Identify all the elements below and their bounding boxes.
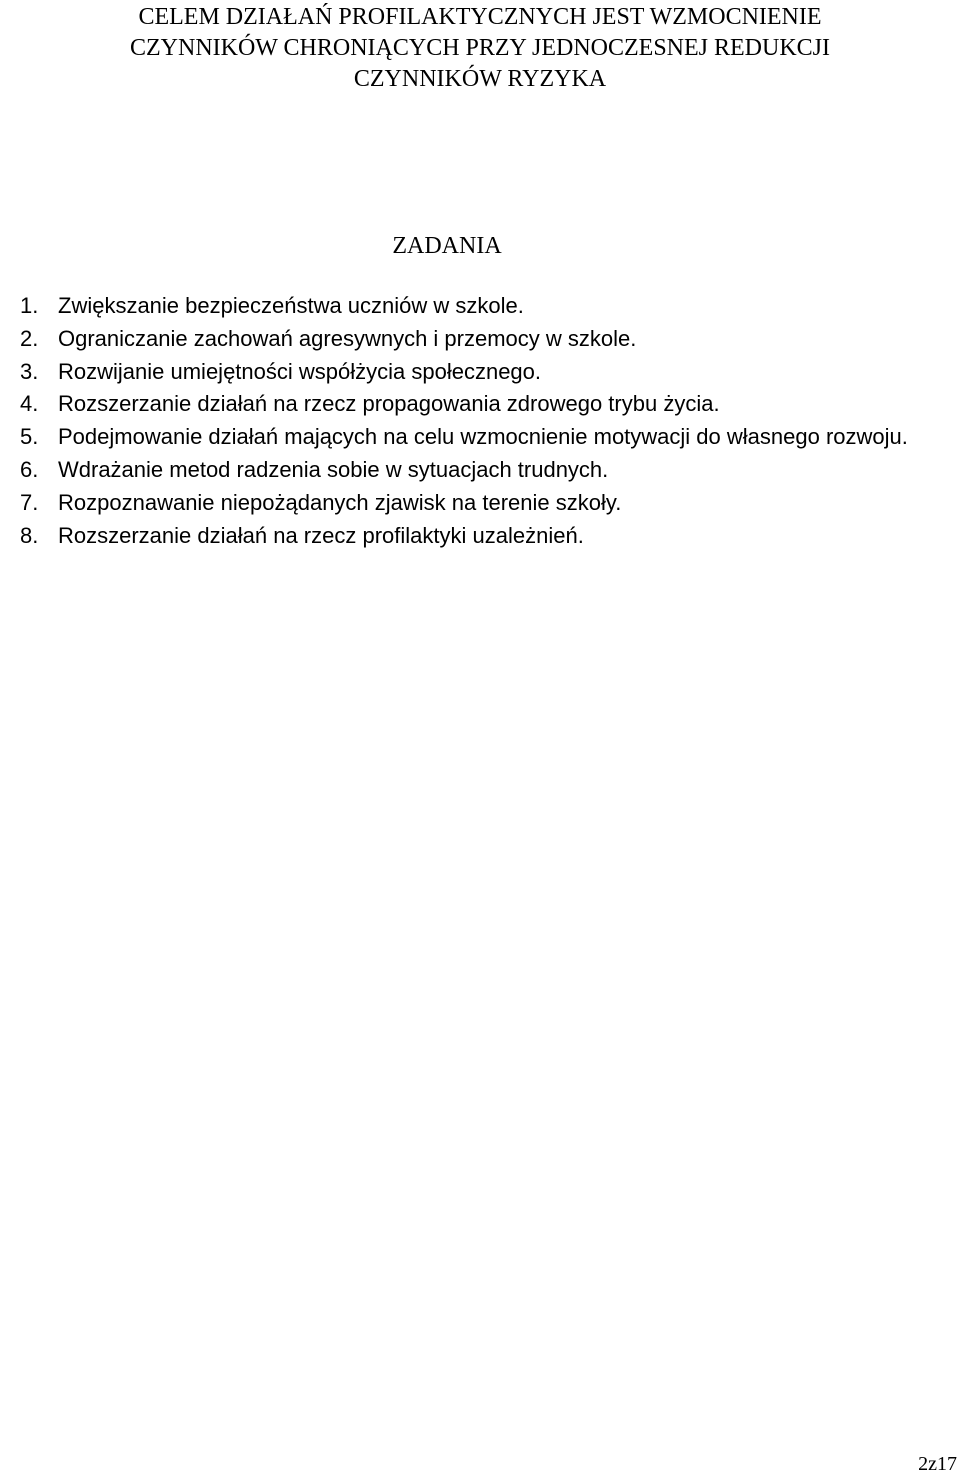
task-number: 7. <box>20 489 39 515</box>
task-number: 2. <box>20 325 39 351</box>
task-number: 6. <box>20 456 39 482</box>
task-number: 5. <box>20 424 39 450</box>
task-text: Zwiększanie bezpieczeństwa uczniów w szkole. <box>58 293 524 318</box>
task-text: Rozpoznawanie niepożądanych zjawisk na terenie szkoły. <box>58 489 622 515</box>
task-text: Rozszerzanie działań na rzecz propagowania zdrowego trybu życia. <box>58 391 720 417</box>
page-title-line-3: CZYNNIKÓW RYZYKA <box>353 66 607 92</box>
task-item-5 <box>20 421 913 454</box>
page-title <box>0 2 960 95</box>
task-text: Rozszerzanie działań na rzecz profilaktyki uzależnień. <box>58 522 584 548</box>
task-item-8 <box>20 520 913 553</box>
task-list <box>20 290 913 552</box>
task-item-4 <box>20 388 913 421</box>
section-heading: ZADANIA <box>392 233 502 259</box>
task-number: 4. <box>20 391 39 417</box>
page-title-line-2: CZYNNIKÓW CHRONIĄCYCH PRZY JEDNOCZESNEJ REDUKCJI <box>129 35 831 61</box>
task-text: Podejmowanie działań mających na celu wzmocnienie motywacji do własnego rozwoju. <box>58 424 908 450</box>
task-item-7 <box>20 487 913 520</box>
task-number: 3. <box>20 358 39 384</box>
page-title-line-1: CELEM DZIAŁAŃ PROFILAKTYCZNYCH JEST WZMOCNIENIE <box>138 4 822 30</box>
task-text: Rozwijanie umiejętności współżycia społecznego. <box>58 358 542 384</box>
task-number: 1. <box>20 293 39 318</box>
page-number: 2z17 <box>918 1453 957 1475</box>
task-item-1 <box>20 290 913 323</box>
task-item-3 <box>20 356 913 389</box>
task-item-6 <box>20 454 913 487</box>
task-number: 8. <box>20 522 39 548</box>
task-text: Wdrażanie metod radzenia sobie w sytuacjach trudnych. <box>58 456 609 482</box>
task-text: Ograniczanie zachowań agresywnych i przemocy w szkole. <box>58 325 637 351</box>
task-item-2 <box>20 323 913 356</box>
